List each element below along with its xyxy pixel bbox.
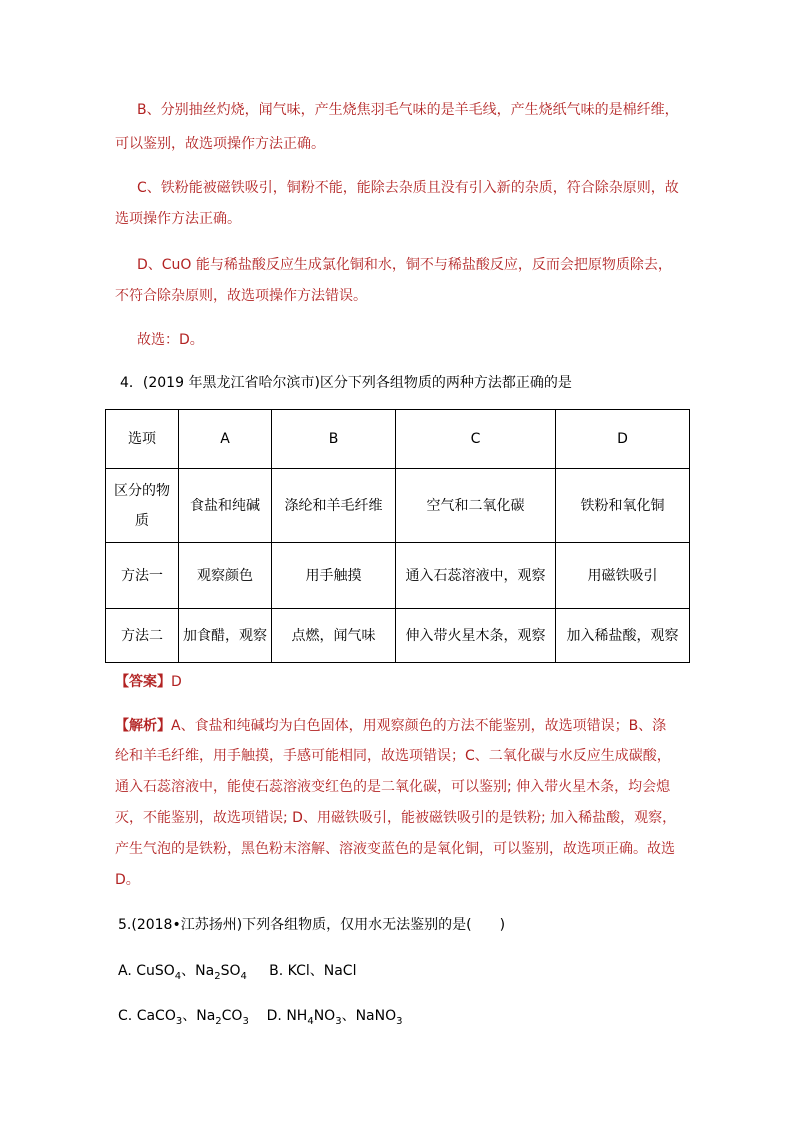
option-d: D. $NH_4NO_3$、NaNO$_3$ — [266, 1008, 403, 1027]
question-5-stem: 5.(2018•江苏扬州)下列各组物质，仅用水无法鉴别的是( ) — [118, 917, 506, 933]
table-row — [106, 609, 690, 663]
row-label-part: 质 — [135, 512, 149, 529]
answer-value: D — [171, 674, 182, 690]
table-cell: D — [556, 410, 690, 469]
analysis-line-5: 产生气泡的是铁粉，黑色粉末溶解、溶液变蓝色的是氧化铜，可以鉴别，故选项正确。故选 — [115, 841, 675, 857]
table-row — [106, 469, 690, 543]
table-cell: 用磁铁吸引 — [556, 543, 690, 609]
table-cell: 空气和二氧化碳 — [396, 469, 556, 543]
table-cell — [106, 469, 179, 543]
solution-b-line1: B、分别抽丝灼烧，闻气味，产生烧焦羽毛气味的是羊毛线，产生烧纸气味的是棉纤维， — [137, 102, 679, 118]
analysis-line-3: 通入石蕊溶液中，能使石蕊溶液变红色的是二氧化碳，可以鉴别; 伸入带火星木条，均会熄 — [115, 779, 671, 795]
solution-c-line1: C、铁粉能被磁铁吸引，铜粉不能，能除去杂质且没有引入新的杂质，符合除杂原则，故 — [137, 180, 679, 196]
table-cell: 加入稀盐酸，观察 — [556, 609, 690, 663]
answer-label: 【答案】 — [115, 674, 171, 690]
table-cell: 用手触摸 — [272, 543, 396, 609]
solution-choice: 故选：D。 — [137, 332, 204, 348]
analysis-line-6: D。 — [115, 872, 140, 888]
analysis-text: A、食盐和纯碱均为白色固体，用观察颜色的方法不能鉴别，故选项错误；B、涤 — [171, 718, 667, 734]
answer-line — [115, 672, 182, 692]
solution-d-line1: D、CuO 能与稀盐酸反应生成氯化铜和水，铜不与稀盐酸反应，反而会把原物质除去， — [137, 257, 672, 273]
table-header-row — [106, 410, 690, 469]
table-cell: B — [272, 410, 396, 469]
option-row-cd — [118, 1006, 403, 1026]
solution-b-line2: 可以鉴别，故选项操作方法正确。 — [115, 136, 325, 152]
table-row — [106, 543, 690, 609]
table-cell: 食盐和纯碱 — [179, 469, 272, 543]
solution-c-line2: 选项操作方法正确。 — [115, 211, 241, 227]
table-cell: 伸入带火星木条，观察 — [396, 609, 556, 663]
option-c: C. CaCO$_3$、$Na_2CO_3$ — [118, 1008, 249, 1027]
table-cell: 选项 — [106, 410, 179, 469]
table-cell: 方法二 — [106, 609, 179, 663]
question-4-stem: 4．(2019 年黑龙江省哈尔滨市)区分下列各组物质的两种方法都正确的是 — [120, 375, 572, 391]
row-label-part: 区分的物 — [114, 482, 170, 499]
comparison-table — [105, 409, 690, 663]
table-cell: 通入石蕊溶液中，观察 — [396, 543, 556, 609]
table-cell: C — [396, 410, 556, 469]
table-cell: 点燃，闻气味 — [272, 609, 396, 663]
option-row-ab — [118, 961, 356, 981]
table-cell: 观察颜色 — [179, 543, 272, 609]
table-cell: 方法一 — [106, 543, 179, 609]
table-cell: 加食醋，观察 — [179, 609, 272, 663]
solution-d-line2: 不符合除杂原则，故选项操作方法错误。 — [115, 288, 367, 304]
option-a: A. CuSO$_4$、$Na_2SO_4$ — [118, 963, 247, 982]
table-cell: 铁粉和氧化铜 — [556, 469, 690, 543]
analysis-line-1 — [115, 716, 666, 736]
table-cell: A — [179, 410, 272, 469]
option-b: B. KCl、NaCl — [269, 963, 357, 979]
table-cell: 涤纶和羊毛纤维 — [272, 469, 396, 543]
analysis-label: 【解析】 — [115, 718, 171, 734]
analysis-line-2: 纶和羊毛纤维，用手触摸，手感可能相同，故选项错误；C、二氧化碳与水反应生成碳酸， — [115, 748, 671, 764]
analysis-line-4: 灭，不能鉴别，故选项错误; D、用磁铁吸引，能被磁铁吸引的是铁粉; 加入稀盐酸，观察， — [115, 810, 677, 826]
